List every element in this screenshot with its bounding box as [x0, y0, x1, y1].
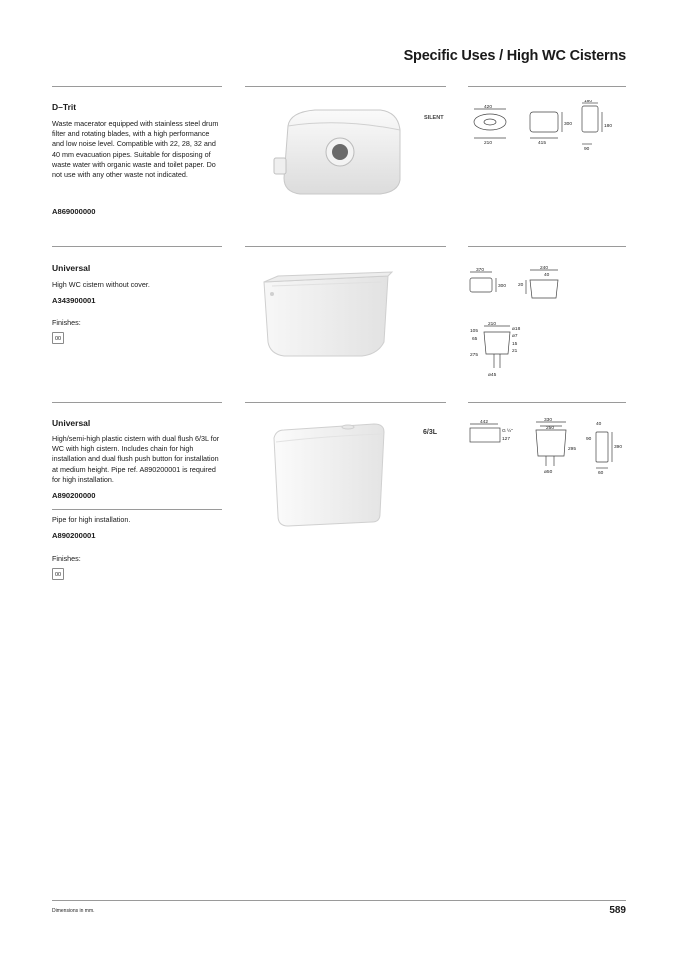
product-name: D–Trit	[52, 102, 77, 112]
section-divider	[468, 402, 626, 403]
universal-cistern-technical-drawing	[468, 264, 598, 384]
dimension-label: G ½"	[502, 429, 513, 434]
dimension-label: 300	[564, 122, 573, 127]
dimension-label: 295	[568, 447, 577, 452]
product-name: Universal	[52, 418, 91, 428]
dimension-label: ø50	[544, 470, 553, 475]
dimension-label: 240	[540, 266, 549, 271]
dimension-label: 250	[546, 426, 555, 431]
dimension-label: 90	[584, 147, 590, 152]
accessory-description: Pipe for high installation.	[52, 515, 131, 524]
d-trit-product-image	[270, 100, 410, 200]
section-divider	[52, 86, 222, 87]
universal-cistern-image	[258, 262, 408, 362]
dimension-label: ø45	[488, 373, 497, 378]
section-divider	[245, 86, 446, 87]
product-name: Universal	[52, 263, 91, 273]
page-number: 589	[609, 905, 626, 916]
dimension-label: ø7	[512, 334, 518, 339]
dual-flush-badge: 6/3L	[423, 429, 438, 436]
dimension-label: ø18	[512, 327, 521, 332]
plastic-cistern-technical-drawing	[468, 416, 628, 480]
section-divider	[468, 86, 626, 87]
d-trit-technical-drawing	[470, 100, 620, 160]
dimension-label: 127	[502, 437, 511, 442]
dimension-label: 180	[604, 124, 613, 129]
plastic-cistern-image	[266, 418, 406, 528]
product-description: High WC cistern without cover.	[52, 280, 150, 289]
dimension-label: 330	[544, 418, 553, 423]
dimension-label: 415	[538, 141, 547, 146]
finish-swatch: 00	[52, 332, 64, 344]
silent-badge: SILENT	[424, 115, 444, 121]
dimension-label: 15	[512, 342, 518, 347]
product-description: Waste macerator equipped with stainless steel drum filter and rotating blades, with a high performance and low noise level. Compatible with 22, 28, 32 and 40 mm evacuation pipes. Suitable for disposing of waste water with organic waste and toilet paper. Do not use with any other waste not indicated.	[52, 119, 219, 180]
dimension-label: 300	[498, 284, 507, 289]
dimension-label: 90	[586, 437, 592, 442]
dimension-label: 60	[598, 471, 604, 476]
dimension-label: 442	[480, 420, 489, 425]
accessory-reference: A890200001	[52, 531, 96, 540]
dimension-label: 40	[544, 273, 550, 278]
section-divider	[52, 509, 222, 510]
product-reference: A890200000	[52, 491, 96, 500]
finishes-label: Finishes:	[52, 318, 81, 327]
section-divider	[245, 402, 446, 403]
dimension-label: 65	[472, 337, 478, 342]
product-reference: A343900001	[52, 296, 96, 305]
finish-swatch: 00	[52, 568, 64, 580]
dimension-label: 420	[484, 105, 493, 110]
dimension-label: 20	[518, 283, 524, 288]
dimension-label: 210	[484, 141, 493, 146]
section-divider	[52, 402, 222, 403]
section-divider	[52, 246, 222, 247]
footer-note: Dimensions in mm.	[52, 908, 95, 914]
product-description: High/semi-high plastic cistern with dual flush 6/3L for WC with high cistern. Includes chain for high installation and dual flush push button for installation at medium height. Pipe ref. A890200001 is required for high installation.	[52, 434, 220, 484]
dimension-label: 180	[584, 100, 593, 104]
page-title: Specific Uses / High WC Cisterns	[403, 48, 626, 64]
product-reference: A869000000	[52, 207, 96, 216]
footer-divider	[52, 900, 626, 901]
section-divider	[468, 246, 626, 247]
finishes-label: Finishes:	[52, 554, 81, 563]
dimension-label: 21	[512, 349, 518, 354]
dimension-label: 105	[470, 329, 479, 334]
dimension-label: 40	[596, 422, 602, 427]
section-divider	[245, 246, 446, 247]
dimension-label: 210	[488, 322, 497, 327]
dimension-label: 370	[476, 268, 485, 273]
dimension-label: 390	[614, 445, 623, 450]
dimension-label: 275	[470, 353, 479, 358]
